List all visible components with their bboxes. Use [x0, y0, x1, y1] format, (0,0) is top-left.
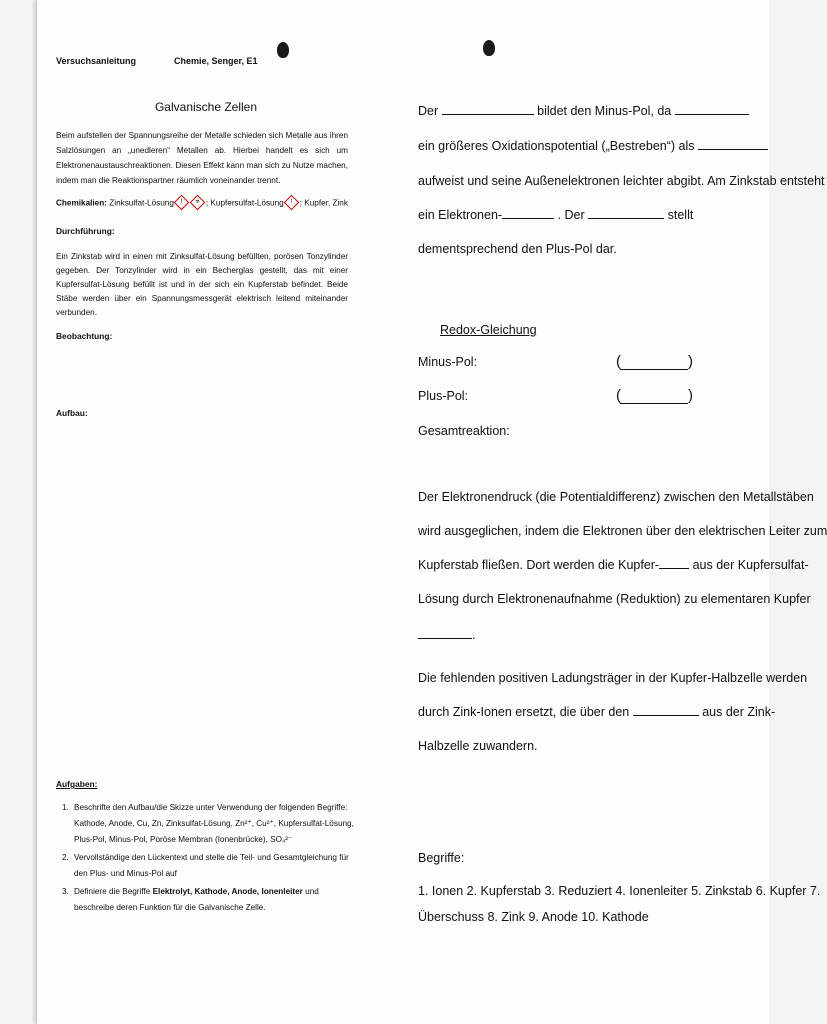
plus-pol-answer-field[interactable]: ( )	[616, 387, 693, 404]
cloze-text: dementsprechend den Plus-Pol dar.	[418, 242, 617, 256]
cloze-line	[418, 628, 475, 642]
paragraph-line: wird ausgeglichen, indem die Elektronen über den elektrischen Leiter zum	[418, 524, 827, 538]
document-type: Versuchsanleitung	[56, 56, 137, 66]
gesamt-label: Gesamtreaktion:	[418, 424, 510, 438]
task-item	[56, 850, 356, 882]
minus-pol-label: Minus-Pol:	[418, 355, 478, 369]
task-number: 3.	[62, 887, 69, 896]
cloze-text: Kupferstab fließen. Dort werden die Kupfer-	[418, 558, 660, 572]
page-title: Galvanische Zellen	[154, 100, 258, 114]
cloze-blank[interactable]	[418, 628, 472, 639]
hazard-diamond-icon: ☣	[190, 195, 206, 211]
cloze-blank[interactable]	[659, 558, 689, 569]
chemical-zinc-sulfate: Zinksulfat-Lösung	[109, 198, 174, 208]
cloze-text: stellt	[667, 208, 694, 222]
task-text: Beschrifte den Aufbau/die Skizze unter Verwendung der folgenden Begriffe: Kathode, Anode, Cu, Zn, Zinksulfat-Lösung, Zn²⁺, Cu²⁺, Kupfersulfat-Lösung, Plus-Pol, Minus-Pol, Poröse Membran (Ionenbrücke), SO₄²⁻	[74, 803, 354, 844]
cloze-blank[interactable]	[675, 104, 749, 115]
begriffe-heading: Begriffe:	[418, 851, 465, 865]
minus-pol-answer-field[interactable]: ( )	[616, 353, 693, 370]
durchfuehrung-heading: Durchführung:	[56, 226, 115, 236]
aufgaben-heading: Aufgaben:	[56, 779, 98, 789]
paragraph-line: Der Elektronendruck (die Potentialdifferenz) zwischen den Metallstäben	[418, 490, 814, 504]
task-item	[56, 800, 356, 848]
task-number: 1.	[62, 803, 69, 812]
cloze-line	[418, 174, 825, 188]
cloze-blank[interactable]	[502, 208, 554, 219]
cloze-line	[418, 208, 693, 222]
cloze-text: durch Zink-Ionen ersetzt, die über den	[418, 705, 630, 719]
cloze-line	[418, 242, 617, 256]
cloze-line	[418, 139, 768, 153]
cloze-blank[interactable]	[588, 208, 664, 219]
task-item	[56, 884, 356, 916]
cloze-text: .	[472, 628, 476, 642]
aufbau-heading: Aufbau:	[56, 408, 88, 418]
beobachtung-heading: Beobachtung:	[56, 331, 113, 341]
hazard-diamond-icon: !	[174, 195, 190, 211]
begriffe-list-line: 1. Ionen 2. Kupferstab 3. Reduziert 4. Ionenleiter 5. Zinkstab 6. Kupfer 7.	[418, 884, 821, 898]
cloze-line	[418, 104, 749, 118]
cloze-line	[418, 558, 809, 572]
task-text-terms: Elektrolyt, Kathode, Anode, Ionenleiter	[152, 887, 303, 896]
chemicals-line	[56, 198, 356, 209]
punch-hole-icon	[277, 42, 289, 58]
intro-paragraph: Beim aufstellen der Spannungsreihe der Metalle schieden sich Metalle aus ihren Salzlösungen an „unedleren“ Metallen ab. Hierbei handelt es sich um Elektronenaustauschreaktionen. Diesen Effekt kann man sich zu Nutze machen, indem man die Reaktionspartner räumlich voneinander trennt.	[56, 131, 348, 185]
cloze-text: . Der	[557, 208, 585, 222]
plus-pol-label: Plus-Pol:	[418, 389, 469, 403]
cloze-text: bildet den Minus-Pol, da	[537, 104, 672, 118]
task-text-post: und beschreibe deren Funktion für die Galvanische Zelle.	[74, 887, 319, 912]
task-text-pre: Definiere die Begriffe	[74, 887, 153, 896]
paragraph-line: Halbzelle zuwandern.	[418, 739, 538, 753]
course-info: Chemie, Senger, E1	[174, 56, 258, 66]
paragraph-line: Die fehlenden positiven Ladungsträger in der Kupfer-Halbzelle werden	[418, 671, 808, 685]
cloze-text: Der	[418, 104, 439, 118]
chemical-copper-sulfate: ; Kupfersulfat-Lösung	[205, 198, 284, 208]
hazard-diamond-icon: !	[283, 195, 299, 211]
begriffe-list-line: Überschuss 8. Zink 9. Anode 10. Kathode	[418, 910, 649, 924]
cloze-text: aus der Kupfersulfat-	[692, 558, 809, 572]
task-number: 2.	[62, 853, 69, 862]
punch-hole-icon	[483, 40, 495, 56]
chemical-rest: ; Kupfer, Zink	[299, 198, 348, 208]
cloze-blank[interactable]	[442, 104, 534, 115]
cloze-blank[interactable]	[633, 705, 699, 716]
paragraph-line: Lösung durch Elektronenaufnahme (Reduktion) zu elementaren Kupfer	[418, 592, 811, 606]
durchfuehrung-text: Ein Zinkstab wird in einen mit Zinksulfat-Lösung befüllten, porösen Tonzylinder gegeben. Der Tonzylinder wird in ein Becherglas gestellt, das mit einer Kupfersulfat-Lösung befüllt ist und in der sich ein Kupferstab befindet. Beide Stäbe werden über ein Spannungsmessgerät elektrisch leitend miteinander verbunden.	[56, 252, 348, 317]
cloze-line	[418, 705, 775, 719]
cloze-text: ein Elektronen-	[418, 208, 503, 222]
task-text: Vervollständige den Lückentext und stelle die Teil- und Gesamtgleichung für den Plus- und Minus-Pol auf	[74, 853, 349, 878]
chemicals-label: Chemikalien:	[56, 198, 107, 208]
cloze-blank[interactable]	[698, 139, 768, 150]
task-list	[56, 800, 356, 918]
redox-heading: Redox-Gleichung	[440, 323, 537, 337]
cloze-text: aufweist und seine Außenelektronen leichter abgibt. Am Zinkstab entsteht	[418, 174, 825, 188]
cloze-text: ein größeres Oxidationspotential („Bestreben“) als	[418, 139, 695, 153]
cloze-text: aus der Zink-	[702, 705, 776, 719]
